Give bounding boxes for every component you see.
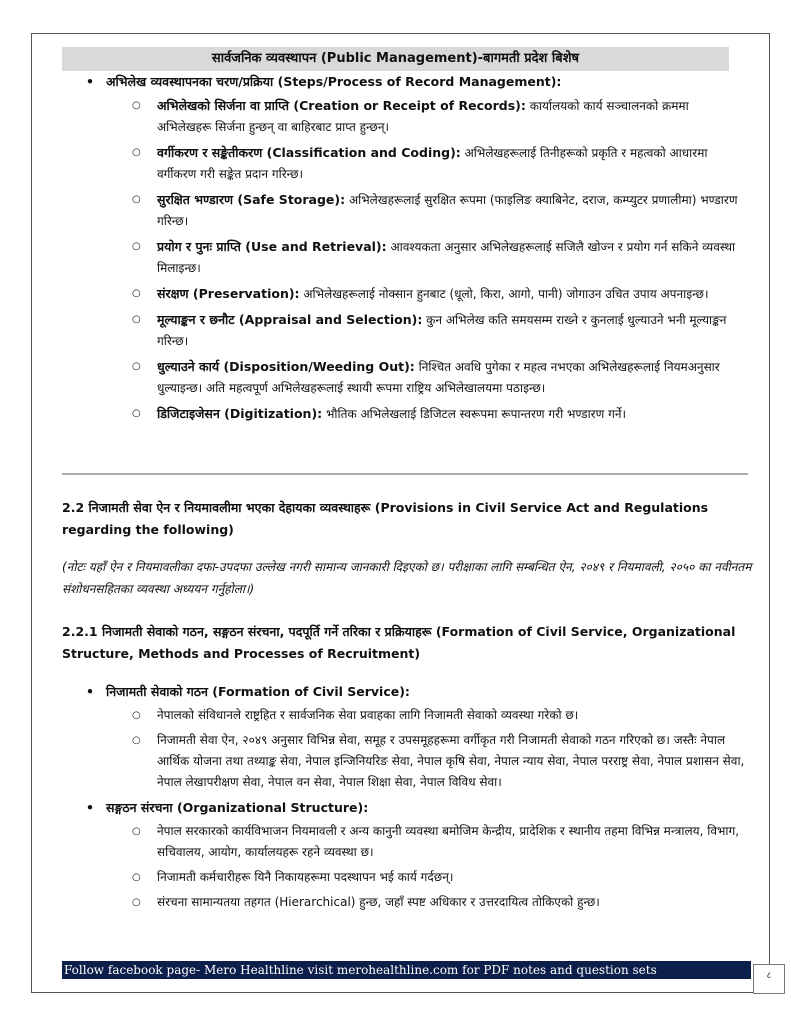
record-management-section <box>62 73 742 425</box>
item-title: मूल्याङ्कन र छनौट (Appraisal and Selection): <box>157 312 423 327</box>
list-item <box>62 356 742 399</box>
section-divider <box>62 473 748 475</box>
list-item <box>62 309 742 352</box>
section-2-2-1-heading: 2.2.1 निजामती सेवाको गठन, सङ्गठन संरचना, पदपूर्ति गर्ने तरिका र प्रक्रियाहरू (Formation of Civil Service, Organizational Structure, Methods and Processes of Recruitment) <box>62 624 736 661</box>
item-text: निश्चित अवधि पुगेका र महत्व नभएका अभिलेखहरूलाई नियमअनुसार धुल्याइन्छ। अति महत्वपूर्ण अभिलेखहरूलाई स्थायी रूपमा राष्ट्रिय अभिलेखालयमा पठाइन्छ। <box>157 360 720 395</box>
steps-heading: • अभिलेख व्यवस्थापनका चरण/प्रक्रिया (Steps/Process of Record Management): <box>62 73 742 91</box>
item-title: संरक्षण (Preservation): <box>157 286 300 301</box>
list-item <box>62 189 742 232</box>
list-item <box>62 95 742 138</box>
section-2-2-heading: 2.2 निजामती सेवा ऐन र नियमावलीमा भएका देहायका व्यवस्थाहरू (Provisions in Civil Service Act and Regulations regarding the following) <box>62 500 709 537</box>
list-item <box>62 142 742 185</box>
item-title: अभिलेखको सिर्जना वा प्राप्ति (Creation or Receipt of Records): <box>157 98 526 113</box>
item-text: अभिलेखहरूलाई नोक्सान हुनबाट (धूलो, किरा, आगो, पानी) जोगाउन उचित उपाय अपनाइन्छ। <box>299 287 709 301</box>
item-text: अभिलेखहरूलाई सुरक्षित रूपमा (फाइलिङ क्याबिनेट, दराज, कम्प्युटर प्रणालीमा) भण्डारण गरिन्छ। <box>157 193 738 228</box>
item-title: डिजिटाइजेसन (Digitization): <box>157 406 323 421</box>
structure-heading: • सङ्गठन संरचना (Organizational Structure): <box>62 799 752 817</box>
page-header: सार्वजनिक व्यवस्थापन (Public Management)-बागमती प्रदेश बिशेष <box>62 47 729 71</box>
section-note: (नोटः यहाँ ऐन र नियमावलीका दफा-उपदफा उल्लेख नगरी सामान्य जानकारी दिइएको छ। परीक्षाका लागि सम्बन्धित ऐन, २०४९ र नियमावली, २०५० का नवीनतम संशोधनसहितका व्यवस्था अध्ययन गर्नुहोला।) <box>62 560 752 596</box>
list-item <box>62 403 742 425</box>
item-title: सुरक्षित भण्डारण (Safe Storage): <box>157 192 346 207</box>
list-item: ○ निजामती सेवा ऐन, २०४९ अनुसार विभिन्न सेवा, समूह र उपसमूहहरूमा वर्गीकृत गरी निजामती सेवाको गठन गरिएको छ। जस्तैः नेपाल आर्थिक योजना तथा तथ्याङ्क सेवा, नेपाल इन्जिनियरिङ सेवा, नेपाल कृषि सेवा, नेपाल न्याय सेवा, नेपाल परराष्ट्र सेवा, नेपाल प्रशासन सेवा, नेपाल लेखापरीक्षण सेवा, नेपाल वन सेवा, नेपाल शिक्षा सेवा, नेपाल विविध सेवा। <box>62 730 752 793</box>
footer-banner: Follow facebook page- Mero Healthline visit merohealthline.com for PDF notes and question sets <box>62 961 751 979</box>
item-text: कुन अभिलेख कति समयसम्म राख्ने र कुनलाई धुल्याउने भनी मूल्याङ्कन गरिन्छ। <box>157 313 727 348</box>
list-item: ○ नेपाल सरकारको कार्यविभाजन नियमावली र अन्य कानुनी व्यवस्था बमोजिम केन्द्रीय, प्रादेशिक र स्थानीय तहमा विभिन्न मन्त्रालय, विभाग, सचिवालय, आयोग, कार्यालयहरू रहने व्यवस्था छ। <box>62 821 752 863</box>
item-text: कार्यालयको कार्य सञ्चालनको क्रममा अभिलेखहरू सिर्जना हुन्छन् वा बाहिरबाट प्राप्त हुन्छन्। <box>157 99 689 134</box>
item-text: भौतिक अभिलेखलाई डिजिटल स्वरूपमा रूपान्तरण गरी भण्डारण गर्ने। <box>322 407 627 421</box>
formation-heading: • निजामती सेवाको गठन (Formation of Civil Service): <box>62 683 752 701</box>
item-title: वर्गीकरण र सङ्केतीकरण (Classification and Coding): <box>157 145 461 160</box>
list-item: ○ निजामती कर्मचारीहरू यिनै निकायहरूमा पदस्थापन भई कार्य गर्दछन्। <box>62 867 752 888</box>
item-title: प्रयोग र पुनः प्राप्ति (Use and Retrieval): <box>157 239 387 254</box>
list-item: ○ संरचना सामान्यतया तहगत (Hierarchical) हुन्छ, जहाँ स्पष्ट अधिकार र उत्तरदायित्व तोकिएको हुन्छ। <box>62 892 752 913</box>
page-number: ८ <box>753 964 785 994</box>
item-text: आवश्यकता अनुसार अभिलेखहरूलाई सजिलै खोज्न र प्रयोग गर्न सकिने व्यवस्था मिलाइन्छ। <box>157 240 736 275</box>
item-text: अभिलेखहरूलाई तिनीहरूको प्रकृति र महत्वको आधारमा वर्गीकरण गरी सङ्केत प्रदान गरिन्छ। <box>157 146 708 181</box>
civil-service-section <box>62 683 752 913</box>
list-item <box>62 236 742 279</box>
item-title: धुल्याउने कार्य (Disposition/Weeding Out): <box>157 359 415 374</box>
list-item: ○ नेपालको संविधानले राष्ट्रहित र सार्वजनिक सेवा प्रवाहका लागि निजामती सेवाको व्यवस्था गरेको छ। <box>62 705 752 726</box>
list-item <box>62 283 742 305</box>
